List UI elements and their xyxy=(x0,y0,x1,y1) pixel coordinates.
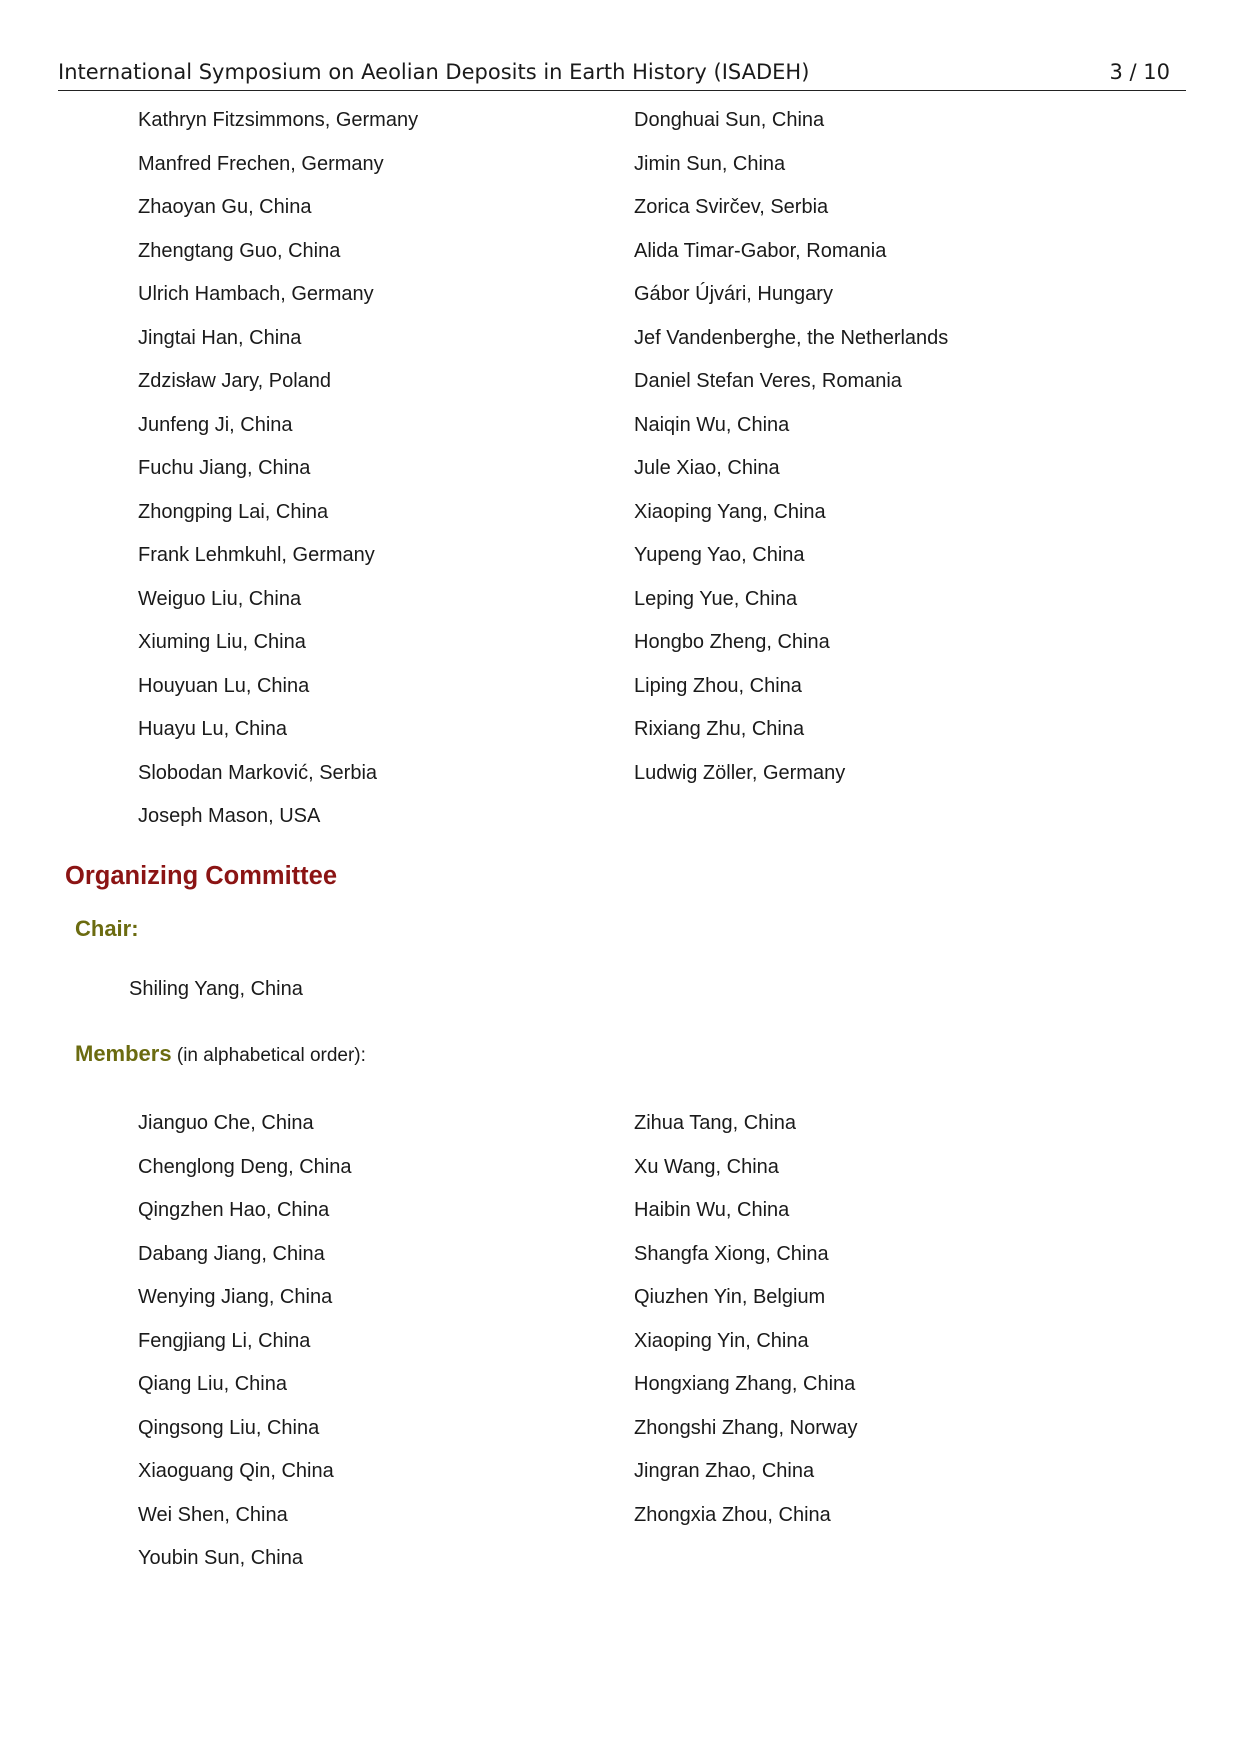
committee-member-item: Yupeng Yao, China xyxy=(634,544,805,566)
organizing-member-item: Xiaoping Yin, China xyxy=(634,1329,809,1352)
organizing-member-item: Qingsong Liu, China xyxy=(138,1416,320,1439)
committee-member-item: Jule Xiao, China xyxy=(634,457,780,479)
committee-member-item: Ulrich Hambach, Germany xyxy=(138,283,374,305)
committee-member-item: Zhaoyan Gu, China xyxy=(138,196,312,218)
committee-member-item: Daniel Stefan Veres, Romania xyxy=(634,370,902,392)
organizing-member-item: Fengjiang Li, China xyxy=(138,1329,311,1352)
organizing-member-item: Xu Wang, China xyxy=(634,1155,779,1178)
organizing-member-item: Qiuzhen Yin, Belgium xyxy=(634,1286,826,1308)
organizing-member-item: Wenying Jiang, China xyxy=(138,1286,333,1308)
committee-member-item: Zhengtang Guo, China xyxy=(138,239,341,262)
organizing-committee-heading: Organizing Committee xyxy=(65,862,338,890)
committee-member-item: Frank Lehmkuhl, Germany xyxy=(138,544,375,566)
advisory-list-left xyxy=(138,99,418,839)
organizing-member-item: Zihua Tang, China xyxy=(634,1112,796,1134)
page-header xyxy=(58,56,1186,91)
committee-member-item: Weiguo Liu, China xyxy=(138,587,302,610)
committee-member-item: Alida Timar-Gabor, Romania xyxy=(634,239,887,262)
committee-member-item: Joseph Mason, USA xyxy=(138,805,321,827)
page-number: 3 / 10 xyxy=(1109,60,1170,84)
committee-member-item: Zdzisław Jary, Poland xyxy=(138,370,332,392)
committee-member-item: Slobodan Marković, Serbia xyxy=(138,761,378,784)
committee-member-item: Fuchu Jiang, China xyxy=(138,457,311,479)
members-note: (in alphabetical order): xyxy=(171,1045,366,1066)
organizing-member-item: Jianguo Che, China xyxy=(138,1112,314,1134)
organizing-member-item: Shangfa Xiong, China xyxy=(634,1242,829,1265)
members-heading xyxy=(75,1041,366,1067)
committee-member-item: Xiuming Liu, China xyxy=(138,631,306,653)
committee-member-item: Jef Vandenberghe, the Netherlands xyxy=(634,326,949,349)
committee-member-item: Leping Yue, China xyxy=(634,587,798,610)
members-label: Members xyxy=(75,1041,172,1066)
organizing-member-item: Youbin Sun, China xyxy=(138,1547,303,1569)
chair-name: Shiling Yang, China xyxy=(129,978,303,1000)
advisory-list-right xyxy=(634,99,948,795)
committee-member-item: Huayu Lu, China xyxy=(138,718,287,740)
organizing-member-item: Jingran Zhao, China xyxy=(634,1460,815,1482)
document-title: International Symposium on Aeolian Deposits in Earth History (ISADEH) xyxy=(58,60,810,84)
organizing-member-item: Zhongxia Zhou, China xyxy=(634,1503,831,1526)
committee-member-item: Zhongping Lai, China xyxy=(138,500,329,523)
committee-member-item: Zorica Svirčev, Serbia xyxy=(634,196,829,218)
committee-member-item: Jimin Sun, China xyxy=(634,152,786,175)
organizing-member-item: Qingzhen Hao, China xyxy=(138,1199,330,1221)
organizing-member-item: Hongxiang Zhang, China xyxy=(634,1373,856,1395)
committee-member-item: Liping Zhou, China xyxy=(634,674,802,697)
organizing-member-item: Zhongshi Zhang, Norway xyxy=(634,1416,858,1439)
committee-member-item: Naiqin Wu, China xyxy=(634,413,790,436)
committee-member-item: Houyuan Lu, China xyxy=(138,674,310,697)
organizing-member-item: Qiang Liu, China xyxy=(138,1373,287,1395)
committee-member-item: Hongbo Zheng, China xyxy=(634,631,830,653)
committee-member-item: Manfred Frechen, Germany xyxy=(138,152,384,175)
committee-member-item: Kathryn Fitzsimmons, Germany xyxy=(138,109,419,131)
organizing-member-item: Xiaoguang Qin, China xyxy=(138,1460,334,1482)
committee-member-item: Donghuai Sun, China xyxy=(634,109,825,131)
committee-member-item: Xiaoping Yang, China xyxy=(634,500,826,523)
committee-member-item: Jingtai Han, China xyxy=(138,326,302,349)
members-list-left xyxy=(138,1102,352,1581)
committee-member-item: Ludwig Zöller, Germany xyxy=(634,761,846,784)
organizing-member-item: Chenglong Deng, China xyxy=(138,1155,352,1178)
organizing-member-item: Haibin Wu, China xyxy=(634,1199,790,1221)
committee-member-item: Rixiang Zhu, China xyxy=(634,718,805,740)
organizing-member-item: Wei Shen, China xyxy=(138,1503,288,1526)
chair-heading: Chair: xyxy=(75,916,139,941)
organizing-member-item: Dabang Jiang, China xyxy=(138,1242,325,1265)
committee-member-item: Junfeng Ji, China xyxy=(138,413,293,436)
committee-member-item: Gábor Újvári, Hungary xyxy=(634,283,833,305)
members-list-right xyxy=(634,1102,857,1537)
